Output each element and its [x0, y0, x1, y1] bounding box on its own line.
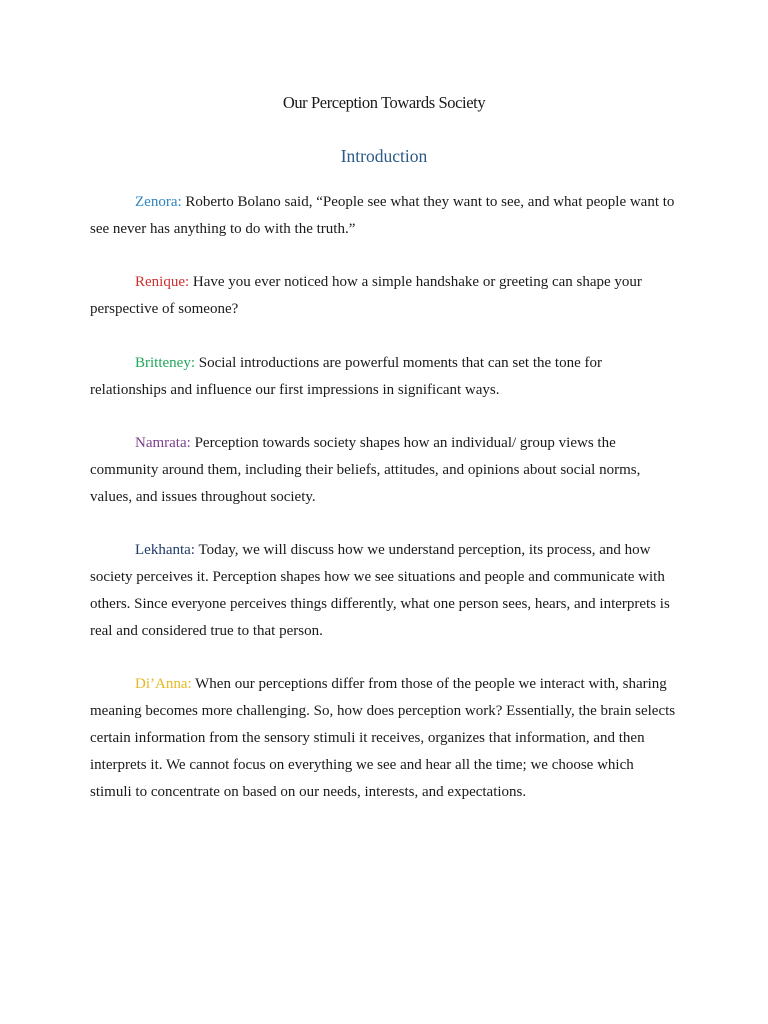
paragraph-britteney: [90, 350, 676, 404]
document-title: Our Perception Towards Society: [282, 93, 486, 112]
paragraph-text: Social introductions are powerful moments that can set the tone for relationships and influence our first impressions in significant ways.: [90, 354, 602, 398]
paragraph-zenora: [90, 189, 676, 243]
speaker-name: Namrata:: [135, 435, 191, 452]
speaker-name: Britteney:: [135, 354, 195, 371]
document-body: [90, 189, 676, 832]
paragraph-text: Perception towards society shapes how an individual/ group views the community around them, including their beliefs, attitudes, and opinions about social norms, values, and issues throughout society.: [90, 435, 641, 505]
paragraph-text: Today, we will discuss how we understand perception, its process, and how society perceives it. Perception shapes how we see situations and people and communicate with others. Since everyone perceives things differently, what one person sees, hears, and interprets is real and considered true to that person.: [90, 542, 670, 639]
speaker-name: Renique:: [135, 274, 190, 291]
paragraph-text: When our perceptions differ from those of the people we interact with, sharing meaning becomes more challenging. So, how does perception work? Essentially, the brain selects certain information from the sensory stimuli it receives, organizes that information, and then interprets it. We cannot focus on everything we see and hear all the time; we choose which stimuli to concentrate on based on our needs, interests, and expectations.: [90, 676, 676, 800]
paragraph-renique: [90, 269, 676, 323]
paragraph-dianna: [90, 671, 676, 805]
speaker-name: Di’Anna:: [135, 676, 192, 693]
speaker-name: Lekhanta:: [135, 542, 195, 559]
section-heading: Introduction: [340, 146, 428, 166]
paragraph-namrata: [90, 430, 676, 510]
paragraph-text: Roberto Bolano said, “People see what they want to see, and what people want to see never has anything to do with the truth.”: [90, 194, 675, 237]
speaker-name: Zenora:: [135, 194, 182, 210]
paragraph-text: Have you ever noticed how a simple handshake or greeting can shape your perspective of someone?: [90, 274, 642, 318]
paragraph-lekhanta: [90, 537, 676, 644]
